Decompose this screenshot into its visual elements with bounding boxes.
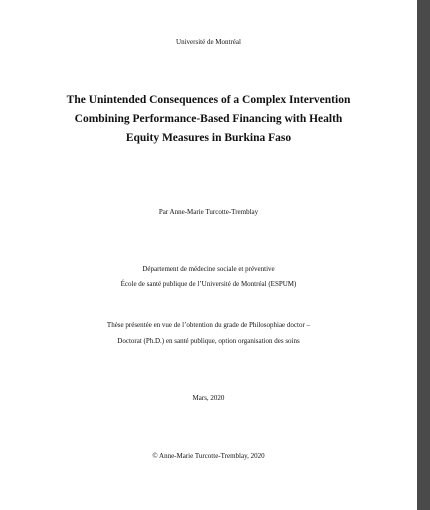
- school-line: École de santé publique de l’Université de Montréal (ESPUM): [120, 280, 297, 288]
- title-line-2: Combining Performance-Based Financing with Health: [74, 113, 343, 125]
- submission-date: Mars, 2020: [192, 394, 225, 402]
- title-line-3: Equity Measures in Burkina Faso: [125, 132, 292, 144]
- author-line: Par Anne-Marie Turcotte-Tremblay: [158, 208, 259, 216]
- department-line: Département de médecine sociale et préventive: [142, 265, 275, 273]
- copyright-notice: © Anne-Marie Turcotte-Tremblay, 2020: [152, 452, 265, 460]
- viewer-edge: [417, 0, 430, 510]
- thesis-statement-line-1: Thèse présentée en vue de l’obtention du grade de Philosophiae doctor –: [106, 321, 311, 329]
- title-line-1: The Unintended Consequences of a Complex Intervention: [66, 94, 351, 106]
- thesis-title: [0, 91, 417, 148]
- university-name: Université de Montréal: [176, 38, 241, 46]
- thesis-statement-line-2: Doctorat (Ph.D.) en santé publique, option organisation des soins: [117, 337, 300, 345]
